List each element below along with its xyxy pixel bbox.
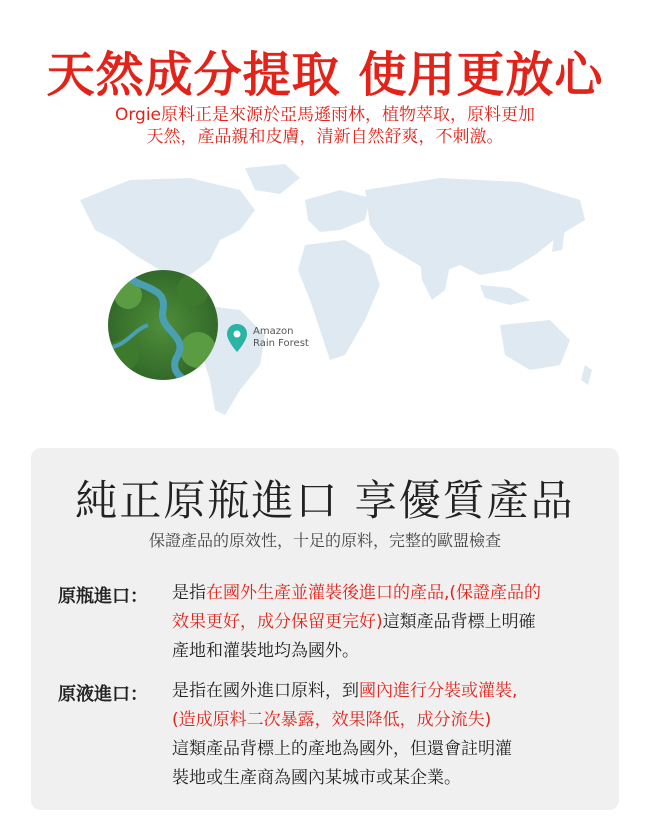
definition-label-bottle-import: 原瓶進口： [58, 586, 148, 607]
map-europe [305, 190, 370, 232]
card-subtitle: 保證產品的原效性，十足的原料，完整的歐盟檢查 [148, 531, 501, 550]
definition-segment-highlight: (造成原料二次暴露，效果降低，成分流失) [172, 710, 492, 730]
definition-segment: 這類產品背標上的產地為國外，但還會註明灌 [172, 739, 512, 759]
forest-photo-graphic [108, 270, 218, 380]
definition-segment-highlight: 在國外生產並灌裝後進口的產品,(保證產品的 [206, 583, 542, 603]
amazon-forest-photo [108, 270, 218, 380]
definition-line [172, 637, 602, 666]
pin-label-line-2: Rain Forest [253, 338, 309, 349]
definition-segment-highlight: 效果更好，成分保留更完好) [172, 612, 383, 632]
map-greenland [245, 164, 300, 194]
definition-segment: 是指在國外進口原料，到 [172, 681, 359, 701]
hero-subtitle-line-2: 天然，產品親和皮膚，清新自然舒爽，不刺激。 [146, 127, 504, 147]
map-se-asia [480, 285, 530, 305]
hero-subtitle-line-1: Orgie原料正是來源於亞馬遜雨林，植物萃取，原料更加 [114, 105, 536, 125]
definition-line [172, 608, 602, 637]
definition-segment: 是指 [172, 583, 206, 603]
pin-label [253, 326, 343, 350]
definition-segment: 裝地或生產商為國內某城市或某企業。 [172, 768, 461, 788]
definition-line [172, 764, 602, 793]
definition-line [172, 706, 602, 735]
definition-segment-highlight: 國內進行分裝或灌裝, [359, 681, 518, 701]
card-title: 純正原瓶進口 享優質產品 [75, 476, 575, 525]
map-new-zealand [581, 365, 592, 385]
map-india [420, 260, 450, 300]
definition-body-bottle-import [172, 579, 602, 666]
hero-subtitle [60, 104, 590, 148]
map-north-america [80, 178, 255, 280]
definition-line [172, 579, 602, 608]
map-asia [365, 178, 585, 275]
definition-segment: 這類產品背標上明確 [382, 612, 536, 632]
definition-body-liquid-import [172, 677, 602, 793]
map-australia [500, 320, 570, 370]
location-pin-icon [227, 324, 247, 352]
pin-label-line-1: Amazon [253, 326, 294, 337]
definition-line [172, 677, 602, 706]
definition-segment: 產地和灌裝地均為國外。 [172, 641, 359, 661]
hero-title: 天然成分提取 使用更放心 [46, 47, 604, 103]
definition-line [172, 735, 602, 764]
definition-label-liquid-import: 原液進口： [58, 684, 148, 705]
